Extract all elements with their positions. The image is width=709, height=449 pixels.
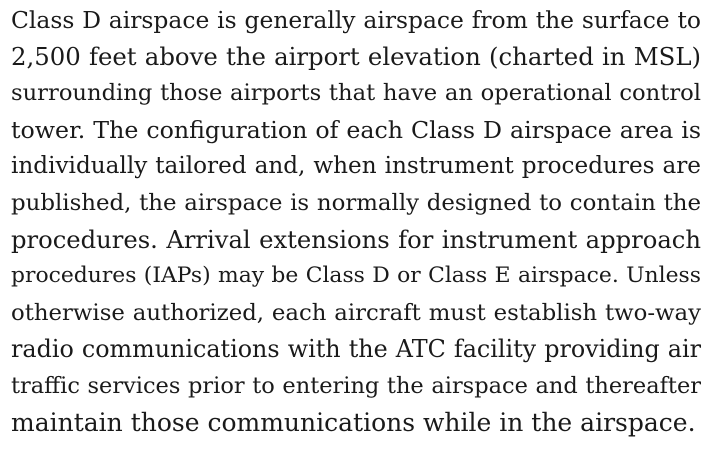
class-d-airspace-paragraph: [11, 2, 701, 441]
paragraph-line-last: maintain those communications while in the airspace.: [11, 407, 696, 437]
paragraph-line: 2,500 feet above the airport elevation (charted in MSL): [11, 41, 701, 71]
paragraph-line: traffic services prior to entering the airspace and thereafter: [11, 372, 701, 399]
paragraph-line: otherwise authorized, each aircraft must establish two-way: [11, 299, 701, 326]
paragraph-line: tower. The configuration of each Class D airspace area is: [11, 115, 701, 144]
paragraph-line: published, the airspace is normally designed to contain the: [11, 189, 701, 216]
paragraph-line: procedures. Arrival extensions for instrument approach: [11, 224, 701, 254]
paragraph-line: individually tailored and, when instrument procedures are: [11, 153, 701, 180]
paragraph-line: radio communications with the ATC facility providing air: [11, 335, 701, 364]
paragraph-line: procedures (IAPs) may be Class D or Class E airspace. Unless: [11, 263, 701, 289]
paragraph-line: Class D airspace is generally airspace from the surface to: [11, 6, 701, 34]
paragraph-line: surrounding those airports that have an operational control: [11, 80, 701, 107]
